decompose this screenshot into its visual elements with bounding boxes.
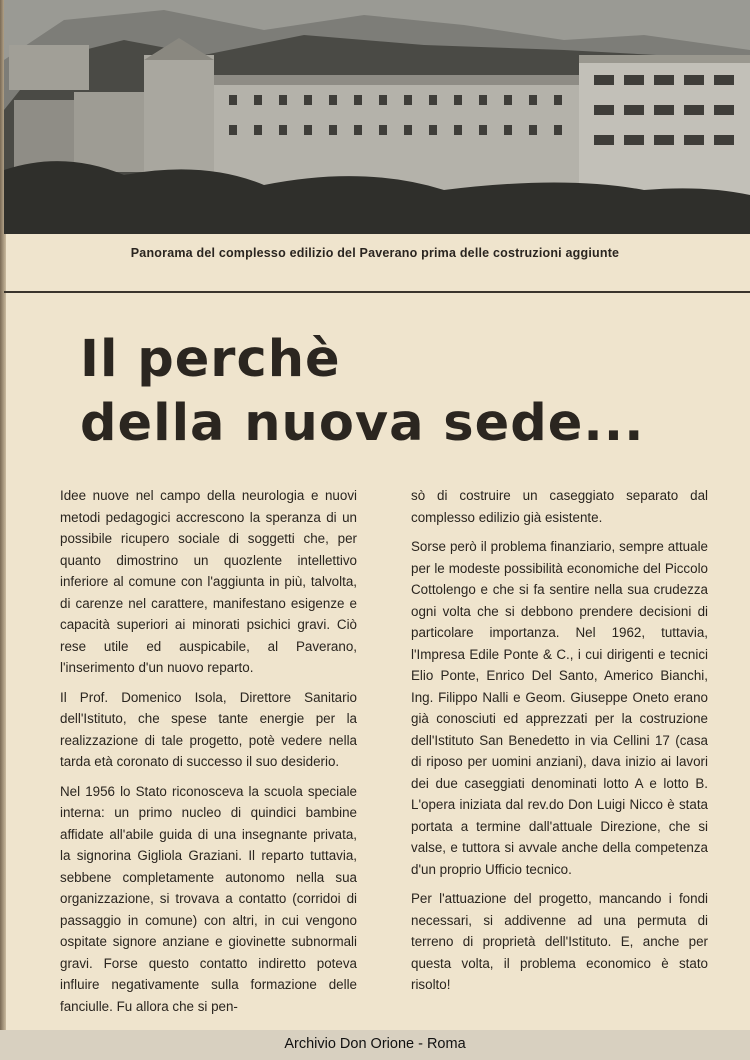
photo-illustration xyxy=(4,0,750,234)
paragraph: Idee nuove nel campo della neurologia e nuovi metodi pedagogici accrescono la speranza di un possibile ricupero sociale di soggetti che, per quanto dimostrino un quozlente intellettivo inferiore al comune con l'aggiunta in più, talvolta, di carenze nel carattere, manifestano esigenze e capacità superiori ai minorati psichici gravi. Ciò rese utile ed auspicabile, al Paverano, l'inserimento d'un nuovo reparto. xyxy=(60,488,357,675)
building-complex-photo xyxy=(4,0,750,234)
paragraph: Per l'attuazione del progetto, mancando i fondi necessari, si addivenne ad una permuta di terreno di proprietà dell'Istituto. E, anche per questa volta, il problema economico è stato risolto! xyxy=(411,891,708,992)
article-title xyxy=(80,328,644,456)
paragraph: sò di costruire un caseggiato separato dal complesso edilizio già esistente. xyxy=(411,488,708,525)
section-divider xyxy=(4,291,750,293)
paragraph: Il Prof. Domenico Isola, Direttore Sanitario dell'Istituto, che spese tante energie per la realizzazione di tale progetto, potè vedere nella tarda età coronato di successo il suo desiderio. xyxy=(60,689,357,769)
photo-caption: Panorama del complesso edilizio del Paverano prima delle costruzioni aggiunte xyxy=(130,246,620,260)
paragraph: Nel 1956 lo Stato riconosceva la scuola speciale interna: un primo nucleo di quindici bambine affidate all'abile guida di una insegnante privata, la signorina Gigliola Graziani. Il reparto tuttavia, sebbene completamente autonomo nella sua organizzazione, si trovava a contatto (corridoi di passaggio in comune) con altri, in cui vengono ospitate signore anziane e giovinette subnormali gravi. Forse questo contatto indiretto poteva influire negativamente sulla formazione delle fanciulle. Fu allora che si pen- xyxy=(60,783,357,1014)
archive-footer: Archivio Don Orione - Roma xyxy=(284,1036,466,1052)
article-column-left xyxy=(60,485,357,1025)
paragraph: Sorse però il problema finanziario, sempre attuale per le modeste possibilità economiche del Piccolo Cottolengo e che si fa sentire nella sua crudezza ogni volta che si debbono prendere decisioni di particolare importanza. Nel 1962, tuttavia, l'Impresa Edile Ponte & C., i cui dirigenti e tecnici Elio Ponte, Enrico Del Santo, Americo Bianchi, Ing. Filippo Nalli e Geom. Giuseppe Oneto erano già conosciuti ed apprezzati per la costruzione dell'Istituto San Benedetto in via Cellini 17 (casa di riposo per uomini anziani), dava inizio ai lavori dei due caseggiati denominati lotto A e lotto B. L'opera iniziata dal rev.do Don Luigi Nicco è stata portata a termine dall'attuale Direzione, che si valse, e tuttora si avvale anche della competenza d'un proprio Ufficio tecnico. xyxy=(411,539,708,877)
article-title-line-2: della nuova sede... xyxy=(80,394,645,453)
article-title-line-1: Il perchè xyxy=(80,330,341,389)
article-column-right xyxy=(411,485,708,1004)
